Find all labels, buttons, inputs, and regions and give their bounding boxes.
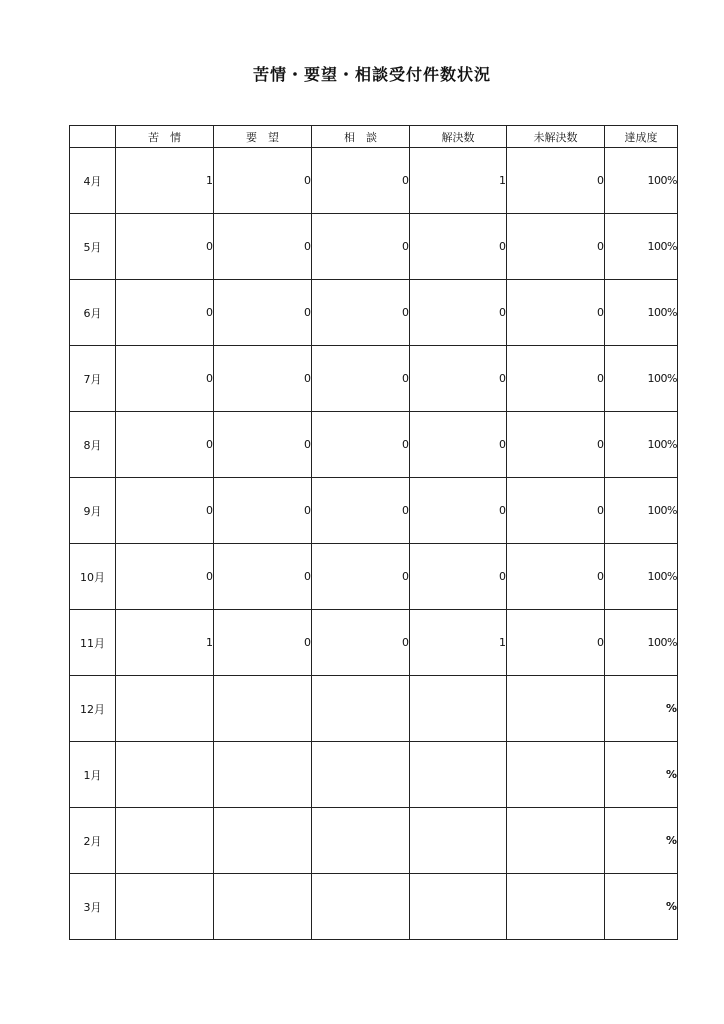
cell-complaints: 0 bbox=[116, 346, 214, 412]
cell-unresolved: 0 bbox=[507, 610, 605, 676]
cell-complaints bbox=[116, 676, 214, 742]
cell-unresolved: 0 bbox=[507, 544, 605, 610]
cell-consultations bbox=[312, 874, 410, 940]
cell-month: 5月 bbox=[70, 214, 116, 280]
cell-unresolved bbox=[507, 742, 605, 808]
cell-unresolved bbox=[507, 676, 605, 742]
cell-month: 2月 bbox=[70, 808, 116, 874]
cell-consultations bbox=[312, 808, 410, 874]
header-requests: 要 望 bbox=[214, 126, 312, 148]
cell-month: 3月 bbox=[70, 874, 116, 940]
cell-resolved: 0 bbox=[410, 478, 507, 544]
cell-requests: 0 bbox=[214, 214, 312, 280]
cell-complaints: 0 bbox=[116, 280, 214, 346]
cell-consultations: 0 bbox=[312, 544, 410, 610]
table-row bbox=[70, 148, 678, 214]
cell-requests: 0 bbox=[214, 412, 312, 478]
header-unresolved: 未解決数 bbox=[507, 126, 605, 148]
cell-achievement-rate: % bbox=[605, 874, 678, 940]
table-row bbox=[70, 478, 678, 544]
table-row bbox=[70, 214, 678, 280]
cell-requests bbox=[214, 676, 312, 742]
cell-achievement-rate: 100% bbox=[605, 346, 678, 412]
cell-complaints bbox=[116, 742, 214, 808]
cell-achievement-rate: 100% bbox=[605, 280, 678, 346]
cell-consultations bbox=[312, 676, 410, 742]
header-resolved: 解決数 bbox=[410, 126, 507, 148]
header-complaints: 苦 情 bbox=[116, 126, 214, 148]
cell-unresolved bbox=[507, 874, 605, 940]
cell-consultations: 0 bbox=[312, 610, 410, 676]
cell-unresolved: 0 bbox=[507, 478, 605, 544]
page-title: 苦情・要望・相談受付件数状況 bbox=[252, 65, 491, 84]
table-row bbox=[70, 346, 678, 412]
cell-month: 6月 bbox=[70, 280, 116, 346]
cell-complaints: 0 bbox=[116, 478, 214, 544]
cell-achievement-rate: % bbox=[605, 676, 678, 742]
cell-resolved bbox=[410, 808, 507, 874]
cell-requests: 0 bbox=[214, 544, 312, 610]
cell-requests bbox=[214, 742, 312, 808]
cell-requests: 0 bbox=[214, 610, 312, 676]
table-row bbox=[70, 874, 678, 940]
table-row bbox=[70, 280, 678, 346]
cell-month: 12月 bbox=[70, 676, 116, 742]
table-row bbox=[70, 544, 678, 610]
cell-resolved bbox=[410, 676, 507, 742]
cell-complaints: 1 bbox=[116, 148, 214, 214]
cell-consultations: 0 bbox=[312, 280, 410, 346]
cell-achievement-rate: 100% bbox=[605, 610, 678, 676]
cell-unresolved: 0 bbox=[507, 148, 605, 214]
cell-consultations: 0 bbox=[312, 214, 410, 280]
table-row bbox=[70, 742, 678, 808]
cell-resolved: 0 bbox=[410, 544, 507, 610]
cell-unresolved: 0 bbox=[507, 412, 605, 478]
cell-unresolved: 0 bbox=[507, 346, 605, 412]
cell-month: 11月 bbox=[70, 610, 116, 676]
cell-resolved: 1 bbox=[410, 148, 507, 214]
status-table bbox=[69, 125, 678, 940]
cell-consultations: 0 bbox=[312, 478, 410, 544]
cell-requests bbox=[214, 874, 312, 940]
cell-complaints: 0 bbox=[116, 544, 214, 610]
table-row bbox=[70, 676, 678, 742]
cell-requests: 0 bbox=[214, 478, 312, 544]
cell-achievement-rate: 100% bbox=[605, 478, 678, 544]
table-row bbox=[70, 610, 678, 676]
cell-complaints: 0 bbox=[116, 412, 214, 478]
cell-consultations bbox=[312, 742, 410, 808]
cell-resolved: 0 bbox=[410, 346, 507, 412]
cell-month: 10月 bbox=[70, 544, 116, 610]
table-row bbox=[70, 808, 678, 874]
cell-resolved bbox=[410, 742, 507, 808]
cell-achievement-rate: 100% bbox=[605, 544, 678, 610]
cell-achievement-rate: 100% bbox=[605, 214, 678, 280]
cell-complaints: 1 bbox=[116, 610, 214, 676]
cell-consultations: 0 bbox=[312, 346, 410, 412]
cell-resolved: 0 bbox=[410, 412, 507, 478]
cell-month: 7月 bbox=[70, 346, 116, 412]
cell-achievement-rate: % bbox=[605, 742, 678, 808]
cell-month: 8月 bbox=[70, 412, 116, 478]
cell-resolved: 1 bbox=[410, 610, 507, 676]
cell-month: 4月 bbox=[70, 148, 116, 214]
cell-month: 1月 bbox=[70, 742, 116, 808]
cell-complaints bbox=[116, 808, 214, 874]
cell-resolved: 0 bbox=[410, 214, 507, 280]
cell-requests bbox=[214, 808, 312, 874]
cell-resolved: 0 bbox=[410, 280, 507, 346]
header-consultations: 相 談 bbox=[312, 126, 410, 148]
cell-unresolved: 0 bbox=[507, 214, 605, 280]
cell-unresolved bbox=[507, 808, 605, 874]
header-row bbox=[70, 126, 678, 148]
header-achievement-rate: 達成度 bbox=[605, 126, 678, 148]
cell-complaints bbox=[116, 874, 214, 940]
cell-complaints: 0 bbox=[116, 214, 214, 280]
cell-requests: 0 bbox=[214, 280, 312, 346]
cell-achievement-rate: 100% bbox=[605, 148, 678, 214]
cell-resolved bbox=[410, 874, 507, 940]
cell-consultations: 0 bbox=[312, 412, 410, 478]
cell-month: 9月 bbox=[70, 478, 116, 544]
header-corner bbox=[70, 126, 116, 148]
cell-requests: 0 bbox=[214, 148, 312, 214]
cell-consultations: 0 bbox=[312, 148, 410, 214]
table-row bbox=[70, 412, 678, 478]
cell-unresolved: 0 bbox=[507, 280, 605, 346]
cell-achievement-rate: 100% bbox=[605, 412, 678, 478]
cell-requests: 0 bbox=[214, 346, 312, 412]
cell-achievement-rate: % bbox=[605, 808, 678, 874]
